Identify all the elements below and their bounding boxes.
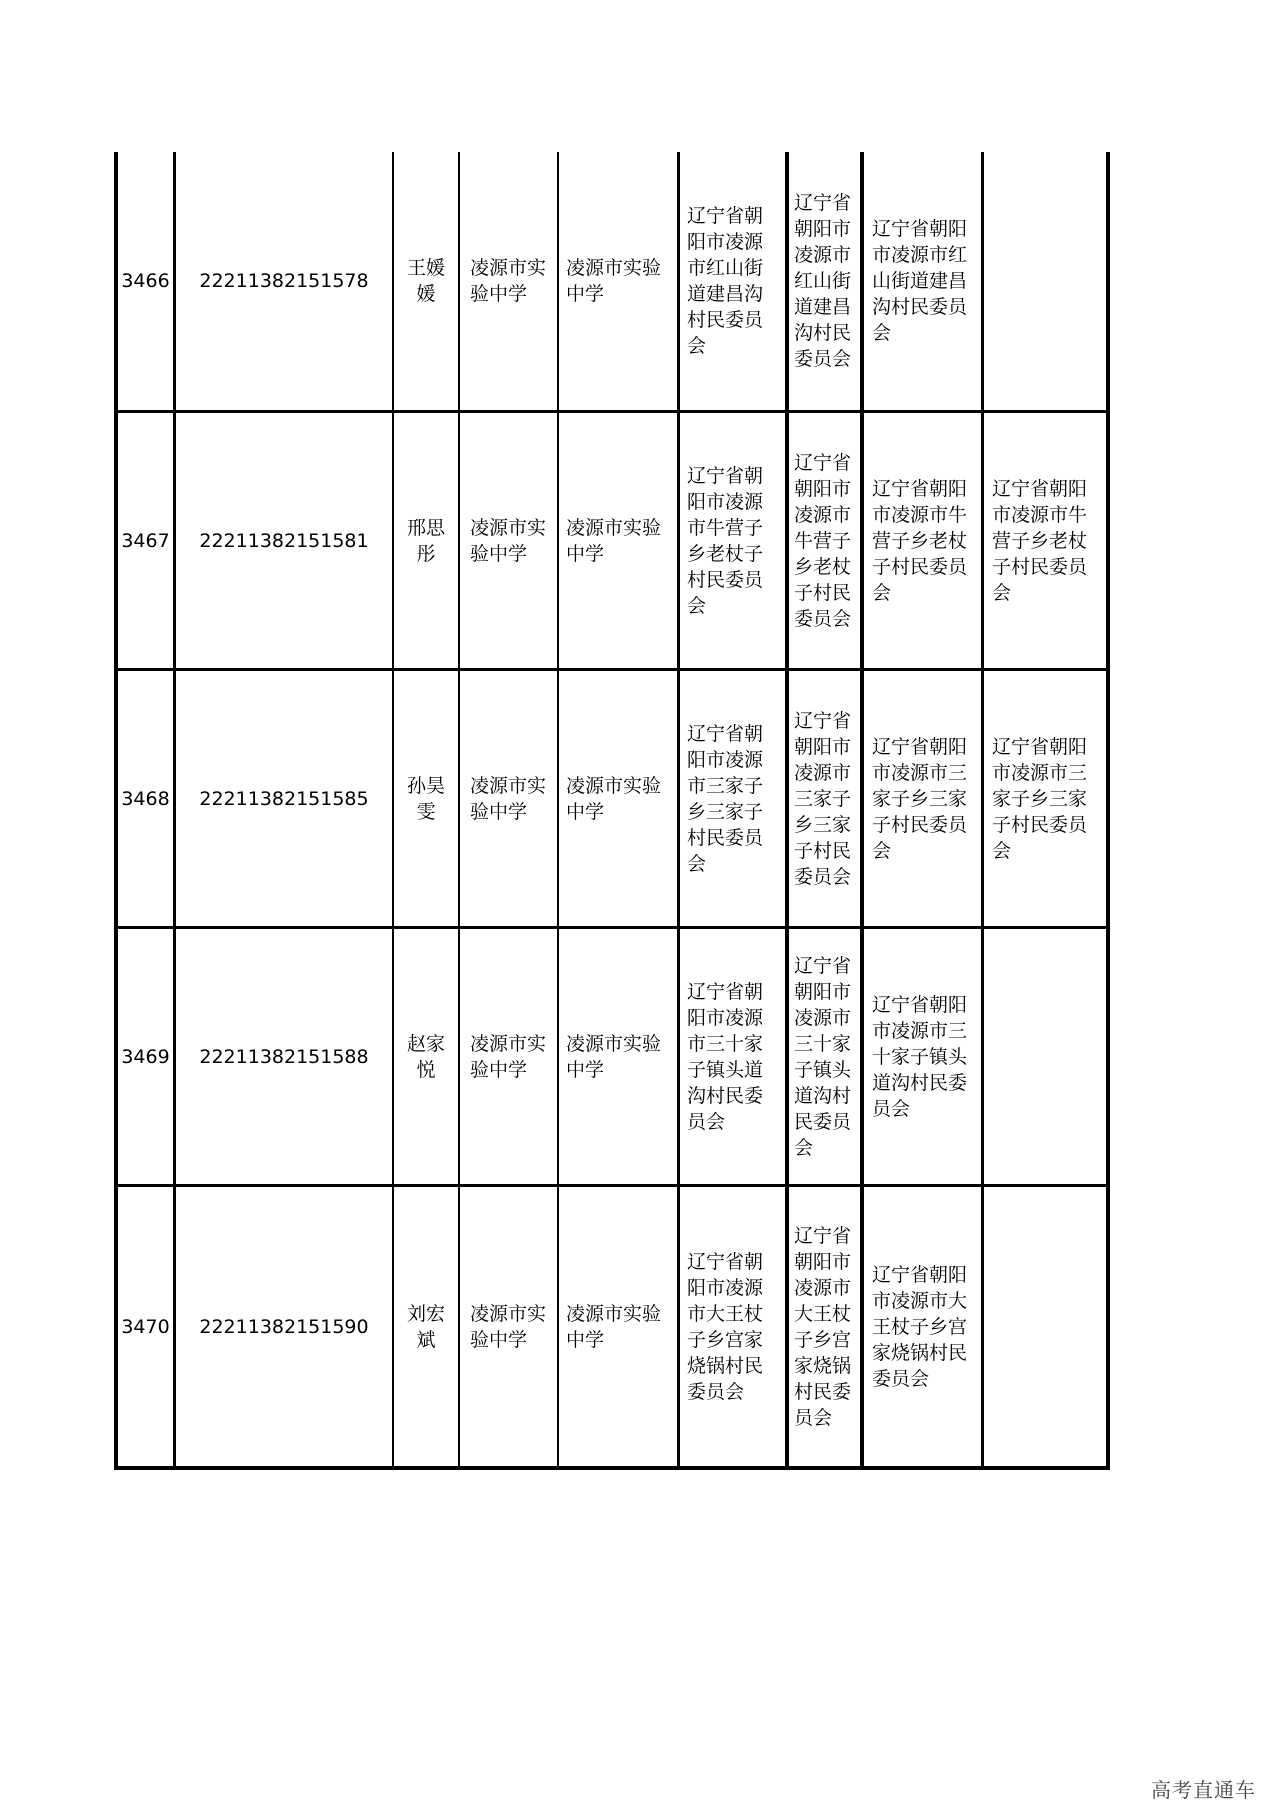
- cell-address-narrow: [789, 671, 860, 926]
- cell-address-narrow: [789, 1187, 860, 1466]
- cell-address-text: 辽宁省 朝阳市 凌源市 牛营子 乡老杖 子村民 委员会: [794, 451, 852, 630]
- cell-seq: 3466: [121, 270, 170, 292]
- cell-address-text: 辽宁省朝 阳市凌源 市红山街 道建昌沟 村民委员 会: [687, 205, 764, 357]
- cell-address: [680, 152, 785, 410]
- cell-address: [680, 671, 785, 926]
- cell-address-wide: [864, 1187, 981, 1466]
- cell-address-wide: [864, 413, 981, 668]
- cell-exam-number: 22211382151585: [199, 787, 369, 810]
- cell-address: [680, 929, 785, 1184]
- cell-address-text: 辽宁省 朝阳市 凌源市 大王杖 子乡宫 家烧锅 村民委 员会: [794, 1224, 852, 1429]
- cell-address-wide: [864, 929, 981, 1184]
- cell-address-text: 辽宁省朝阳 市凌源市大 王杖子乡宫 家烧锅村民 委员会: [872, 1263, 968, 1390]
- cell-school-full: 凌源市实验 中学: [566, 1302, 662, 1351]
- cell-exam-number: 22211382151581: [199, 529, 369, 552]
- cell-school: 凌源市实 验中学: [470, 516, 547, 565]
- cell-address-extra: [984, 1187, 1106, 1466]
- cell-seq: 3468: [121, 787, 170, 810]
- cell-address: [680, 413, 785, 668]
- cell-address-text: 辽宁省朝阳 市凌源市红 山街道建昌 沟村民委员 会: [872, 218, 968, 344]
- cell-address-text: 辽宁省 朝阳市 凌源市 三家子 乡三家 子村民 委员会: [794, 709, 852, 888]
- cell-address-text: 辽宁省朝阳 市凌源市牛 营子乡老杖 子村民委员 会: [872, 477, 968, 604]
- cell-address-text: 辽宁省朝 阳市凌源 市大王杖 子乡宫家 烧锅村民 委员会: [687, 1250, 764, 1403]
- cell-school-full: 凌源市实验 中学: [566, 257, 662, 305]
- cell-address-text: 辽宁省朝阳 市凌源市三 家子乡三家 子村民委员 会: [872, 735, 968, 862]
- cell-address-narrow: [789, 152, 860, 410]
- cell-school: 凌源市实 验中学: [470, 1032, 547, 1081]
- cell-name: 赵家 悦: [406, 1032, 445, 1081]
- table-border-right: [1106, 152, 1110, 1470]
- cell-school-full: 凌源市实验 中学: [566, 516, 662, 565]
- cell-exam-number: 22211382151588: [199, 1045, 369, 1068]
- watermark-text: 高考直通车: [1151, 1778, 1256, 1802]
- cell-address-extra: [984, 152, 1106, 410]
- data-table: [114, 152, 1110, 1470]
- cell-address: [680, 1187, 785, 1466]
- cell-seq: 3470: [121, 1315, 170, 1338]
- cell-address-narrow: [789, 413, 860, 668]
- cell-name: 邢思 彤: [406, 516, 445, 565]
- cell-address-extra: [984, 929, 1106, 1184]
- cell-address-extra: [984, 413, 1106, 668]
- cell-address-text: 辽宁省朝阳 市凌源市三 十家子镇头 道沟村民委 员会: [872, 993, 968, 1120]
- cell-address-text: 辽宁省朝 阳市凌源 市牛营子 乡老杖子 村民委员 会: [687, 464, 764, 617]
- cell-address-text: 辽宁省朝阳 市凌源市牛 营子乡老杖 子村民委员 会: [992, 477, 1088, 604]
- cell-address-text: 辽宁省朝 阳市凌源 市三十家 子镇头道 沟村民委 员会: [687, 980, 764, 1133]
- cell-address-wide: [864, 152, 981, 410]
- table-border-bottom: [114, 1466, 1110, 1470]
- cell-address-extra: [984, 671, 1106, 926]
- cell-exam-number: 22211382151590: [199, 1315, 369, 1338]
- cell-name: 刘宏 斌: [406, 1302, 445, 1351]
- cell-address-narrow: [789, 929, 860, 1184]
- cell-seq: 3467: [121, 529, 170, 552]
- cell-address-text: 辽宁省朝 阳市凌源 市三家子 乡三家子 村民委员 会: [687, 722, 764, 875]
- cell-school: 凌源市实 验中学: [470, 257, 547, 305]
- cell-address-text: 辽宁省 朝阳市 凌源市 三十家 子镇头 道沟村 民委员 会: [794, 954, 852, 1159]
- cell-school-full: 凌源市实验 中学: [566, 1032, 662, 1081]
- cell-school: 凌源市实 验中学: [470, 774, 547, 823]
- cell-name: 孙昊 雯: [406, 774, 445, 823]
- cell-address-text: 辽宁省朝阳 市凌源市三 家子乡三家 子村民委员 会: [992, 735, 1088, 862]
- cell-school: 凌源市实 验中学: [470, 1302, 547, 1351]
- cell-address-wide: [864, 671, 981, 926]
- cell-exam-number: 22211382151578: [199, 270, 369, 292]
- cell-address-text: 辽宁省 朝阳市 凌源市 红山街 道建昌 沟村民 委员会: [794, 192, 852, 370]
- cell-seq: 3469: [121, 1045, 170, 1068]
- cell-school-full: 凌源市实验 中学: [566, 774, 662, 823]
- cell-name: 王媛 媛: [406, 257, 445, 305]
